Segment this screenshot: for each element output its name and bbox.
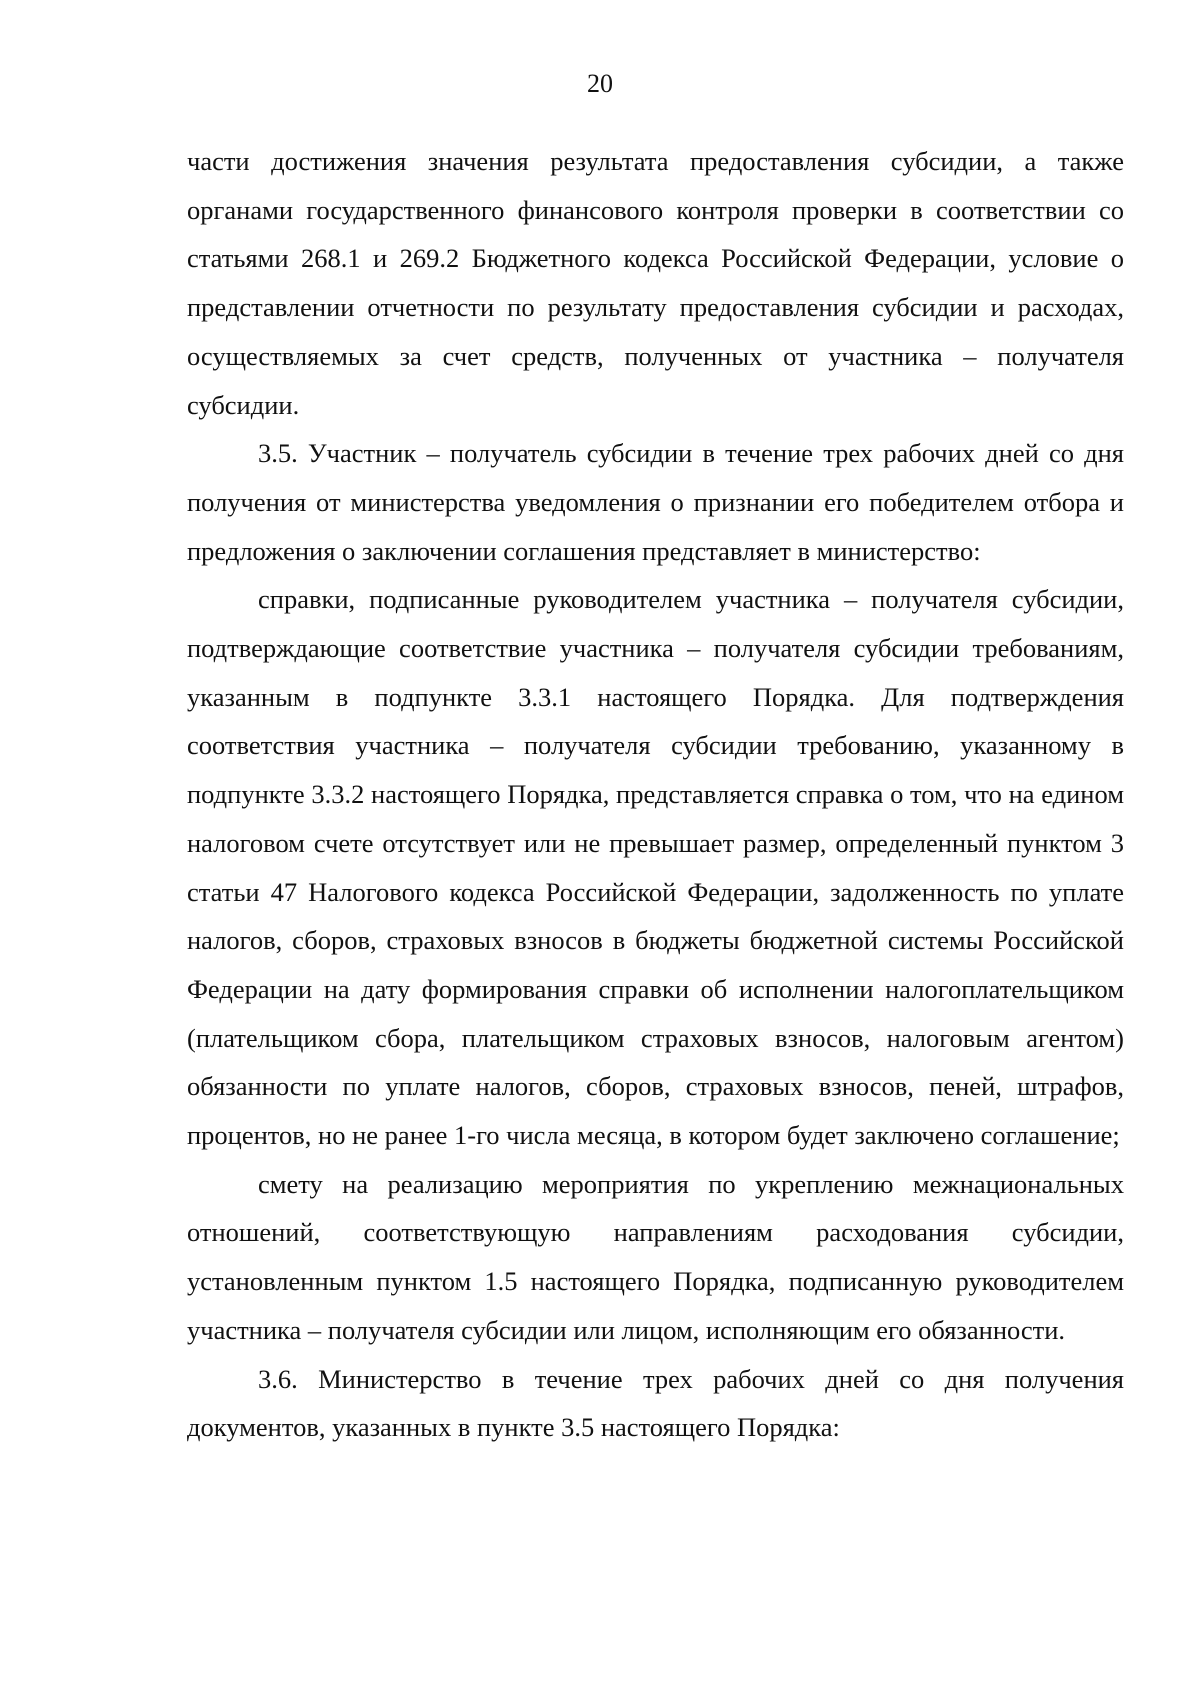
paragraph-certificates: справки, подписанные руководителем участника – получателя субсидии, подтверждающие соответствие участника – получателя субсидии требованиям, указанным в подпункте 3.3.1 настоящего Порядка. Для подтверждения соответствия участника – получателя субсидии требованию, указанному в подпункте 3.3.2 настоящего Порядка, представляется справка о том, что на едином налоговом счете отсутствует или не превышает размер, определенный пунктом 3 статьи 47 Налогового кодекса Российской Федерации, задолженность по уплате налогов, сборов, страховых взносов в бюджеты бюджетной системы Российской Федерации на дату формирования справки об исполнении налогоплательщиком (плательщиком сбора, плательщиком страховых взносов, налоговым агентом) обязанности по уплате налогов, сборов, страховых взносов, пеней, штрафов, процентов, но не ранее 1-го числа месяца, в котором будет заключено соглашение; [187,584,1124,1151]
paragraph-3-5: 3.5. Участник – получатель субсидии в течение трех рабочих дней со дня получения от министерства уведомления о признании его победителем отбора и предложения о заключении соглашения представляет в министерство: [187,438,1124,566]
page-number: 20 [587,69,613,98]
paragraph-estimate: смету на реализацию мероприятия по укреплению межнациональных отношений, соответствующую направлениям расходования субсидии, установленным пунктом 1.5 настоящего Порядка, подписанную руководителем участника – получателя субсидии или лицом, исполняющим его обязанности. [187,1168,1124,1345]
paragraph-3-6: 3.6. Министерство в течение трех рабочих дней со дня получения документов, указанных в пункте 3.5 настоящего Порядка: [187,1363,1124,1443]
paragraph-continuation: части достижения значения результата предоставления субсидии, а также органами государственного финансового контроля проверки в соответствии со статьями 268.1 и 269.2 Бюджетного кодекса Российской Федерации, условие о представлении отчетности по результату предоставления субсидии и расходах, осуществляемых за счет средств, полученных от участника – получателя субсидии. [187,146,1124,420]
document-body [187,137,1124,1452]
